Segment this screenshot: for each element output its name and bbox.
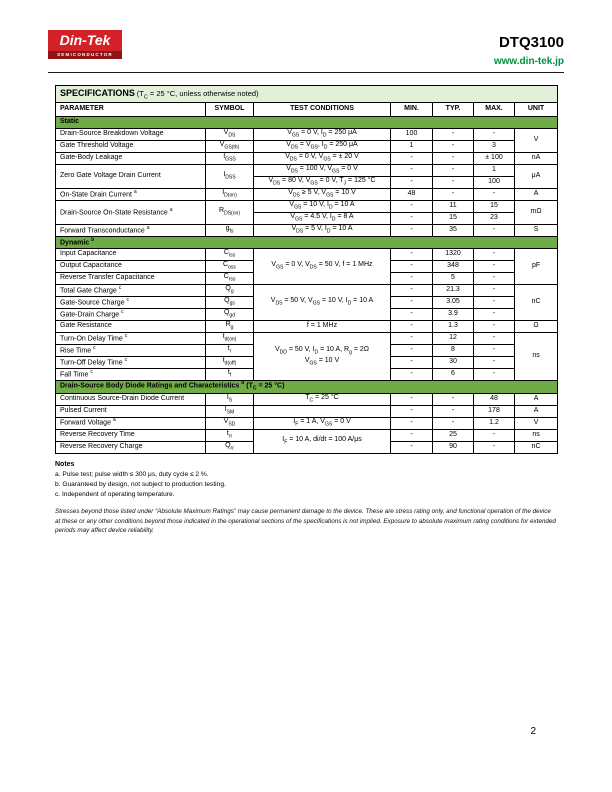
min-cell: -	[391, 321, 433, 333]
typ-cell: 1.3	[433, 321, 474, 333]
brand-tagline: SEMICONDUCTOR	[48, 51, 122, 59]
param-cell: Total Gate Charge $^c$	[56, 285, 206, 297]
unit-cell: S	[515, 225, 558, 237]
symbol-cell: $g_{fs}$	[206, 225, 254, 237]
conditions-cell: $V_{DS} \ge 5$ V, $V_{GS} = 10$ V	[254, 189, 391, 201]
typ-cell: 15	[433, 213, 474, 225]
symbol-cell: $Q_{gs}$	[206, 297, 254, 309]
min-cell: 100	[391, 129, 433, 141]
column-header-conditions: TEST CONDITIONS	[254, 103, 391, 117]
symbol-cell: $C_{iss}$	[206, 249, 254, 261]
table-row	[56, 417, 558, 429]
typ-cell: 30	[433, 357, 474, 369]
param-cell: Reverse Transfer Capacitance	[56, 273, 206, 285]
symbol-cell: $t_r$	[206, 345, 254, 357]
param-cell: Gate Resistance	[56, 321, 206, 333]
max-cell: -	[474, 261, 515, 273]
typ-cell: -	[433, 129, 474, 141]
min-cell: -	[391, 309, 433, 321]
conditions-cell: $T_C = 25$ °C	[254, 393, 391, 405]
min-cell: -	[391, 345, 433, 357]
section-header-row	[56, 117, 558, 129]
symbol-cell: $V_{SD}$	[206, 417, 254, 429]
param-cell: Forward Voltage $^a$	[56, 417, 206, 429]
typ-cell: 25	[433, 429, 474, 441]
typ-cell: 6	[433, 369, 474, 381]
symbol-cell: $Q_{rr}$	[206, 441, 254, 453]
page-content	[0, 85, 612, 536]
note-item: b. Guaranteed by design, not subject to production testing.	[55, 480, 226, 488]
min-cell: -	[391, 417, 433, 429]
table-title-note: ($T_C = 25$ °C, unless otherwise noted)	[136, 88, 259, 101]
symbol-cell: $R_{DS(on)}$	[206, 201, 254, 225]
max-cell: -	[474, 225, 515, 237]
table-row	[56, 153, 558, 165]
symbol-cell: $R_g$	[206, 321, 254, 333]
param-cell: Drain-Source Breakdown Voltage	[56, 129, 206, 141]
min-cell: -	[391, 297, 433, 309]
max-cell: -	[474, 321, 515, 333]
symbol-cell: $t_{rr}$	[206, 429, 254, 441]
min-cell: -	[391, 249, 433, 261]
symbol-cell: $I_S$	[206, 393, 254, 405]
typ-cell: -	[433, 141, 474, 153]
conditions-cell: $V_{GS} = 0$ V, $V_{DS} = 50$ V, f = 1 MHz	[254, 249, 391, 285]
conditions-cell: $V_{GS} = 4.5$ V, $I_D = 8$ A	[254, 213, 391, 225]
column-header-max: MAX.	[474, 103, 515, 117]
symbol-cell: $C_{rss}$	[206, 273, 254, 285]
param-cell: Input Capacitance	[56, 249, 206, 261]
max-cell: -	[474, 357, 515, 369]
page-number: 2	[530, 726, 536, 737]
part-number: DTQ3100	[498, 34, 564, 51]
notes-title: Notes	[55, 460, 75, 468]
typ-cell: -	[433, 405, 474, 417]
section-header-row	[56, 237, 558, 249]
website-link[interactable]: www.din-tek.jp	[493, 56, 564, 67]
param-cell: Reverse Recovery Time	[56, 429, 206, 441]
param-cell: Pulsed Current	[56, 405, 206, 417]
min-cell: -	[391, 357, 433, 369]
param-cell: Fall Time $^c$	[56, 369, 206, 381]
spec-table-body	[56, 117, 558, 454]
max-cell: 15	[474, 201, 515, 213]
max-cell: -	[474, 285, 515, 297]
max-cell: -	[474, 429, 515, 441]
max-cell: -	[474, 309, 515, 321]
symbol-cell: $I_{GSS}$	[206, 153, 254, 165]
max-cell: 1.2	[474, 417, 515, 429]
typ-cell: 8	[433, 345, 474, 357]
param-cell: Forward Transconductance $^a$	[56, 225, 206, 237]
max-cell: 178	[474, 405, 515, 417]
unit-cell: A	[515, 189, 558, 201]
section-label: Drain-Source Body Diode Ratings and Characteristics $^b$ ($T_C = 25$ °C)	[56, 381, 558, 394]
min-cell: -	[391, 273, 433, 285]
max-cell: -	[474, 441, 515, 453]
column-header-row	[56, 103, 558, 117]
param-cell: Turn-On Delay Time $^c$	[56, 333, 206, 345]
min-cell: -	[391, 153, 433, 165]
unit-cell: V	[515, 129, 558, 153]
brand-name: Din-Tek	[48, 30, 122, 51]
unit-cell: pF	[515, 249, 558, 285]
table-title	[56, 86, 558, 103]
unit-cell: nA	[515, 153, 558, 165]
typ-cell: -	[433, 153, 474, 165]
min-cell: -	[391, 285, 433, 297]
table-title-text: SPECIFICATIONS	[60, 87, 135, 98]
param-cell: On-State Drain Current $^a$	[56, 189, 206, 201]
unit-cell: ns	[515, 429, 558, 441]
typ-cell: -	[433, 177, 474, 189]
typ-cell: 11	[433, 201, 474, 213]
conditions-cell: $V_{DS} = V_{GS}$, $I_D = 250$ μA	[254, 141, 391, 153]
param-cell: Rise Time $^c$	[56, 345, 206, 357]
typ-cell: -	[433, 189, 474, 201]
max-cell: 23	[474, 213, 515, 225]
typ-cell: 12	[433, 333, 474, 345]
conditions-cell	[254, 405, 391, 417]
notes-list	[55, 470, 557, 501]
section-label: Static	[56, 117, 558, 129]
symbol-cell: $V_{GS(th)}$	[206, 141, 254, 153]
max-cell: -	[474, 273, 515, 285]
unit-cell: μA	[515, 165, 558, 189]
note-item: a. Pulse test; pulse width ≤ 300 μs, duty cycle ≤ 2 %.	[55, 470, 209, 478]
column-header-param: PARAMETER	[56, 103, 206, 117]
disclaimer-text: Stresses beyond those listed under “Absolute Maximum Ratings” may cause permanent damage to the device. These are stress rating only, and functional operation of the device at these or any other conditions beyond those indicated in the operational sections of the specifications is not implied. Exposure to absolute maximum rating conditions for extended periods may affect device reliability.	[55, 508, 556, 535]
max-cell: -	[474, 369, 515, 381]
notes-section	[55, 461, 557, 501]
min-cell: -	[391, 333, 433, 345]
conditions-cell: $V_{DS} = 5$ V, $I_D = 10$ A	[254, 225, 391, 237]
conditions-cell: $V_{DS} = 80$ V, $V_{GS} = 0$ V, $T_J = 125$ °C	[254, 177, 391, 189]
conditions-cell: $V_{DS} = 50$ V, $V_{GS} = 10$ V, $I_D = 10$ A	[254, 285, 391, 321]
param-cell: Gate-Source Charge $^c$	[56, 297, 206, 309]
symbol-cell: $t_f$	[206, 369, 254, 381]
param-cell: Zero Gate Voltage Drain Current	[56, 165, 206, 189]
min-cell: -	[391, 405, 433, 417]
specifications-table	[55, 85, 558, 454]
symbol-cell: $Q_g$	[206, 285, 254, 297]
max-cell: 1	[474, 165, 515, 177]
header-divider	[48, 72, 564, 73]
max-cell: 48	[474, 393, 515, 405]
min-cell: -	[391, 441, 433, 453]
min-cell: 1	[391, 141, 433, 153]
section-label: Dynamic $^b$	[56, 237, 558, 249]
max-cell: -	[474, 249, 515, 261]
max-cell: 100	[474, 177, 515, 189]
conditions-cell: $I_F = 1$ A, $V_{GS} = 0$ V	[254, 417, 391, 429]
min-cell: -	[391, 429, 433, 441]
table-row	[56, 321, 558, 333]
param-cell: Turn-Off Delay Time $^c$	[56, 357, 206, 369]
table-row	[56, 333, 558, 345]
conditions-cell: f = 1 MHz	[254, 321, 391, 333]
conditions-cell: $I_F = 10$ A, di/dt = 100 A/μs	[254, 429, 391, 453]
table-row	[56, 393, 558, 405]
typ-cell: 35	[433, 225, 474, 237]
max-cell: -	[474, 297, 515, 309]
conditions-cell: $V_{GS} = 0$ V, $I_D = 250$ μA	[254, 129, 391, 141]
typ-cell: 1320	[433, 249, 474, 261]
unit-cell: nC	[515, 285, 558, 321]
unit-cell: A	[515, 405, 558, 417]
unit-cell: Ω	[515, 321, 558, 333]
brand-logo	[48, 30, 122, 59]
max-cell: ± 100	[474, 153, 515, 165]
symbol-cell: $t_{d(off)}$	[206, 357, 254, 369]
param-cell: Drain-Source On-State Resistance $^a$	[56, 201, 206, 225]
table-row	[56, 225, 558, 237]
unit-cell: nC	[515, 441, 558, 453]
table-row	[56, 405, 558, 417]
symbol-cell: $V_{DS}$	[206, 129, 254, 141]
max-cell: 3	[474, 141, 515, 153]
max-cell: -	[474, 333, 515, 345]
unit-cell: ns	[515, 333, 558, 381]
param-cell: Gate Threshold Voltage	[56, 141, 206, 153]
section-header-row	[56, 381, 558, 394]
column-header-unit: UNIT	[515, 103, 558, 117]
symbol-cell: $Q_{gd}$	[206, 309, 254, 321]
max-cell: -	[474, 345, 515, 357]
table-title-row	[56, 86, 558, 103]
column-header-symbol: SYMBOL	[206, 103, 254, 117]
min-cell: -	[391, 225, 433, 237]
symbol-cell: $I_{SM}$	[206, 405, 254, 417]
table-row	[56, 249, 558, 261]
column-header-typ: TYP.	[433, 103, 474, 117]
typ-cell: 3.9	[433, 309, 474, 321]
min-cell: 48	[391, 189, 433, 201]
min-cell: -	[391, 201, 433, 213]
min-cell: -	[391, 369, 433, 381]
typ-cell: 21.3	[433, 285, 474, 297]
table-row	[56, 165, 558, 177]
symbol-cell: $t_{d(on)}$	[206, 333, 254, 345]
note-item: c. Independent of operating temperature.	[55, 491, 175, 499]
unit-cell: A	[515, 393, 558, 405]
unit-cell: mΩ	[515, 201, 558, 225]
table-row	[56, 429, 558, 441]
conditions-cell: $V_{DD} = 50$ V, $I_D = 10$ A, $R_g = 2\Omega$ $V_{GS} = 10$ V	[254, 333, 391, 381]
unit-cell: V	[515, 417, 558, 429]
typ-cell: -	[433, 417, 474, 429]
param-cell: Gate-Body Leakage	[56, 153, 206, 165]
typ-cell: 5	[433, 273, 474, 285]
conditions-cell: $V_{DS} = 100$ V, $V_{GS} = 0$ V	[254, 165, 391, 177]
min-cell: -	[391, 165, 433, 177]
max-cell: -	[474, 189, 515, 201]
param-cell: Output Capacitance	[56, 261, 206, 273]
table-row	[56, 141, 558, 153]
typ-cell: 3.05	[433, 297, 474, 309]
table-row	[56, 129, 558, 141]
symbol-cell: $I_{D(on)}$	[206, 189, 254, 201]
min-cell: -	[391, 213, 433, 225]
symbol-cell: $I_{DSS}$	[206, 165, 254, 189]
table-row	[56, 189, 558, 201]
typ-cell: 348	[433, 261, 474, 273]
min-cell: -	[391, 393, 433, 405]
typ-cell: -	[433, 393, 474, 405]
param-cell: Continuous Source-Drain Diode Current	[56, 393, 206, 405]
conditions-cell: $V_{DS} = 0$ V, $V_{GS}$ = ± 20 V	[254, 153, 391, 165]
min-cell: -	[391, 177, 433, 189]
param-cell: Reverse Recovery Charge	[56, 441, 206, 453]
page-header	[0, 0, 612, 85]
conditions-cell: $V_{GS} = 10$ V, $I_D = 10$ A	[254, 201, 391, 213]
max-cell: -	[474, 129, 515, 141]
min-cell: -	[391, 261, 433, 273]
typ-cell: -	[433, 165, 474, 177]
column-header-min: MIN.	[391, 103, 433, 117]
typ-cell: 90	[433, 441, 474, 453]
table-row	[56, 201, 558, 213]
param-cell: Gate-Drain Charge $^c$	[56, 309, 206, 321]
table-row	[56, 285, 558, 297]
symbol-cell: $C_{oss}$	[206, 261, 254, 273]
